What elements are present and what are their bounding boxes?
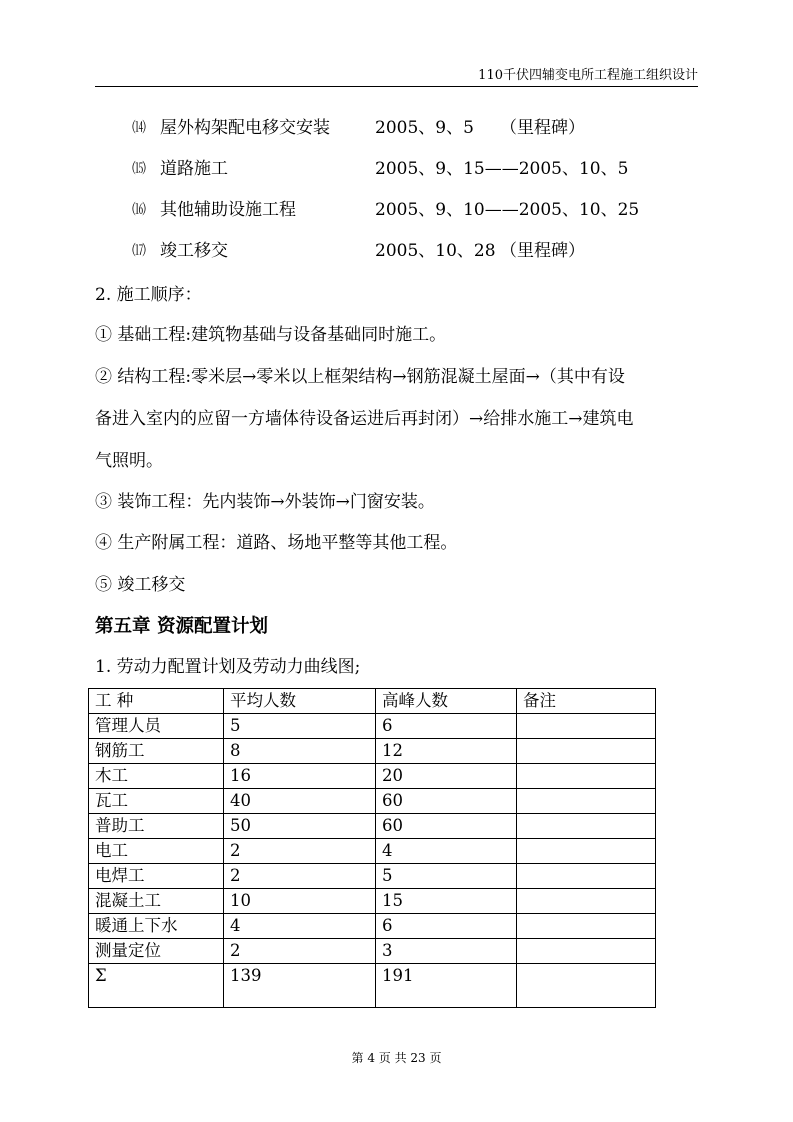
milestone-item	[0, 159, 793, 181]
milestone-name: 竣工移交	[160, 241, 228, 261]
paragraph-line: ④ 生产附属工程：道路、场地平整等其他工程。	[95, 533, 458, 553]
table-cell: 3	[376, 939, 517, 964]
table-cell: 50	[224, 814, 376, 839]
milestone-num: ⒄	[132, 243, 146, 259]
table-cell	[517, 939, 656, 964]
milestone-item	[0, 118, 793, 140]
paragraph-line: 气照明。	[95, 451, 163, 471]
table-row	[89, 939, 656, 964]
table-cell: 2	[224, 864, 376, 889]
table-cell: 15	[376, 889, 517, 914]
paragraph-line: ③ 装饰工程：先内装饰→外装饰→门窗安装。	[95, 492, 435, 512]
table-cell: 瓦工	[89, 789, 224, 814]
table-cell: 电焊工	[89, 864, 224, 889]
table-cell	[517, 789, 656, 814]
milestone-name: 道路施工	[160, 159, 228, 179]
table-row	[89, 789, 656, 814]
paragraph-line: 备进入室内的应留一方墙体待设备运进后再封闭）→给排水施工→建筑电	[95, 409, 634, 429]
table-cell: 4	[224, 914, 376, 939]
table-cell	[517, 814, 656, 839]
table-row	[89, 889, 656, 914]
milestone-date: 2005、9、10——2005、10、25	[375, 200, 640, 220]
table-cell	[517, 914, 656, 939]
table-cell	[517, 889, 656, 914]
milestone-date: 2005、9、5	[375, 118, 474, 138]
table-row	[89, 964, 656, 1008]
running-header: 110千伏四辅变电所工程施工组织设计	[478, 68, 698, 83]
header-cell: 工 种	[89, 689, 224, 714]
table-row	[89, 864, 656, 889]
milestone-note: （里程碑）	[500, 241, 585, 261]
table-row	[89, 739, 656, 764]
table-cell: 60	[376, 814, 517, 839]
table-header-row	[89, 689, 656, 714]
chapter-heading: 第五章 资源配置计划	[95, 616, 268, 637]
milestone-date: 2005、10、28	[375, 241, 496, 261]
labor-table	[88, 688, 656, 1008]
table-row	[89, 839, 656, 864]
table-cell: 139	[224, 964, 376, 1008]
table-cell	[517, 764, 656, 789]
table-cell: 5	[376, 864, 517, 889]
table-row	[89, 714, 656, 739]
table-cell: 20	[376, 764, 517, 789]
table-caption: 1. 劳动力配置计划及劳动力曲线图;	[95, 657, 361, 677]
table-cell	[517, 839, 656, 864]
table-cell: 混凝土工	[89, 889, 224, 914]
paragraph-line: ② 结构工程:零米层→零米以上框架结构→钢筋混凝土屋面→（其中有设	[95, 367, 625, 387]
table-cell: 暖通上下水	[89, 914, 224, 939]
paragraph-line: ① 基础工程:建筑物基础与设备基础同时施工。	[95, 325, 447, 345]
milestone-name: 其他辅助设施工程	[160, 200, 296, 220]
page-footer: 第 4 页 共 23 页	[351, 1051, 442, 1065]
table-cell: 60	[376, 789, 517, 814]
milestone-num: ⒂	[132, 161, 146, 177]
table-cell: 16	[224, 764, 376, 789]
table-cell	[517, 714, 656, 739]
table-cell: 6	[376, 914, 517, 939]
table-cell: 电工	[89, 839, 224, 864]
table-cell: 8	[224, 739, 376, 764]
header-cell: 备注	[517, 689, 656, 714]
table-row	[89, 814, 656, 839]
table-cell: 5	[224, 714, 376, 739]
table-cell: 木工	[89, 764, 224, 789]
header-cell: 高峰人数	[376, 689, 517, 714]
table-cell: 40	[224, 789, 376, 814]
table-cell: Σ	[89, 964, 224, 1008]
table-row	[89, 764, 656, 789]
table-cell: 6	[376, 714, 517, 739]
milestone-note: （里程碑）	[500, 118, 585, 138]
table-cell: 钢筋工	[89, 739, 224, 764]
table-cell: 191	[376, 964, 517, 1008]
table-cell: 4	[376, 839, 517, 864]
milestone-item	[0, 241, 793, 263]
table-row	[89, 914, 656, 939]
milestone-name: 屋外构架配电移交安装	[160, 118, 330, 138]
milestone-num: ⒁	[132, 120, 146, 136]
table-cell: 2	[224, 939, 376, 964]
table-cell: 12	[376, 739, 517, 764]
paragraph-line: ⑤ 竣工移交	[95, 575, 186, 595]
table-cell	[517, 964, 656, 1008]
paragraph-line: 2. 施工顺序：	[95, 285, 202, 305]
milestone-num: ⒃	[132, 202, 146, 218]
table-cell	[517, 739, 656, 764]
milestone-item	[0, 200, 793, 222]
header-rule	[95, 86, 698, 87]
table-cell: 10	[224, 889, 376, 914]
header-cell: 平均人数	[224, 689, 376, 714]
table-cell: 管理人员	[89, 714, 224, 739]
milestone-date: 2005、9、15——2005、10、5	[375, 159, 629, 179]
table-cell: 测量定位	[89, 939, 224, 964]
table-cell: 2	[224, 839, 376, 864]
table-cell: 普助工	[89, 814, 224, 839]
table-cell	[517, 864, 656, 889]
